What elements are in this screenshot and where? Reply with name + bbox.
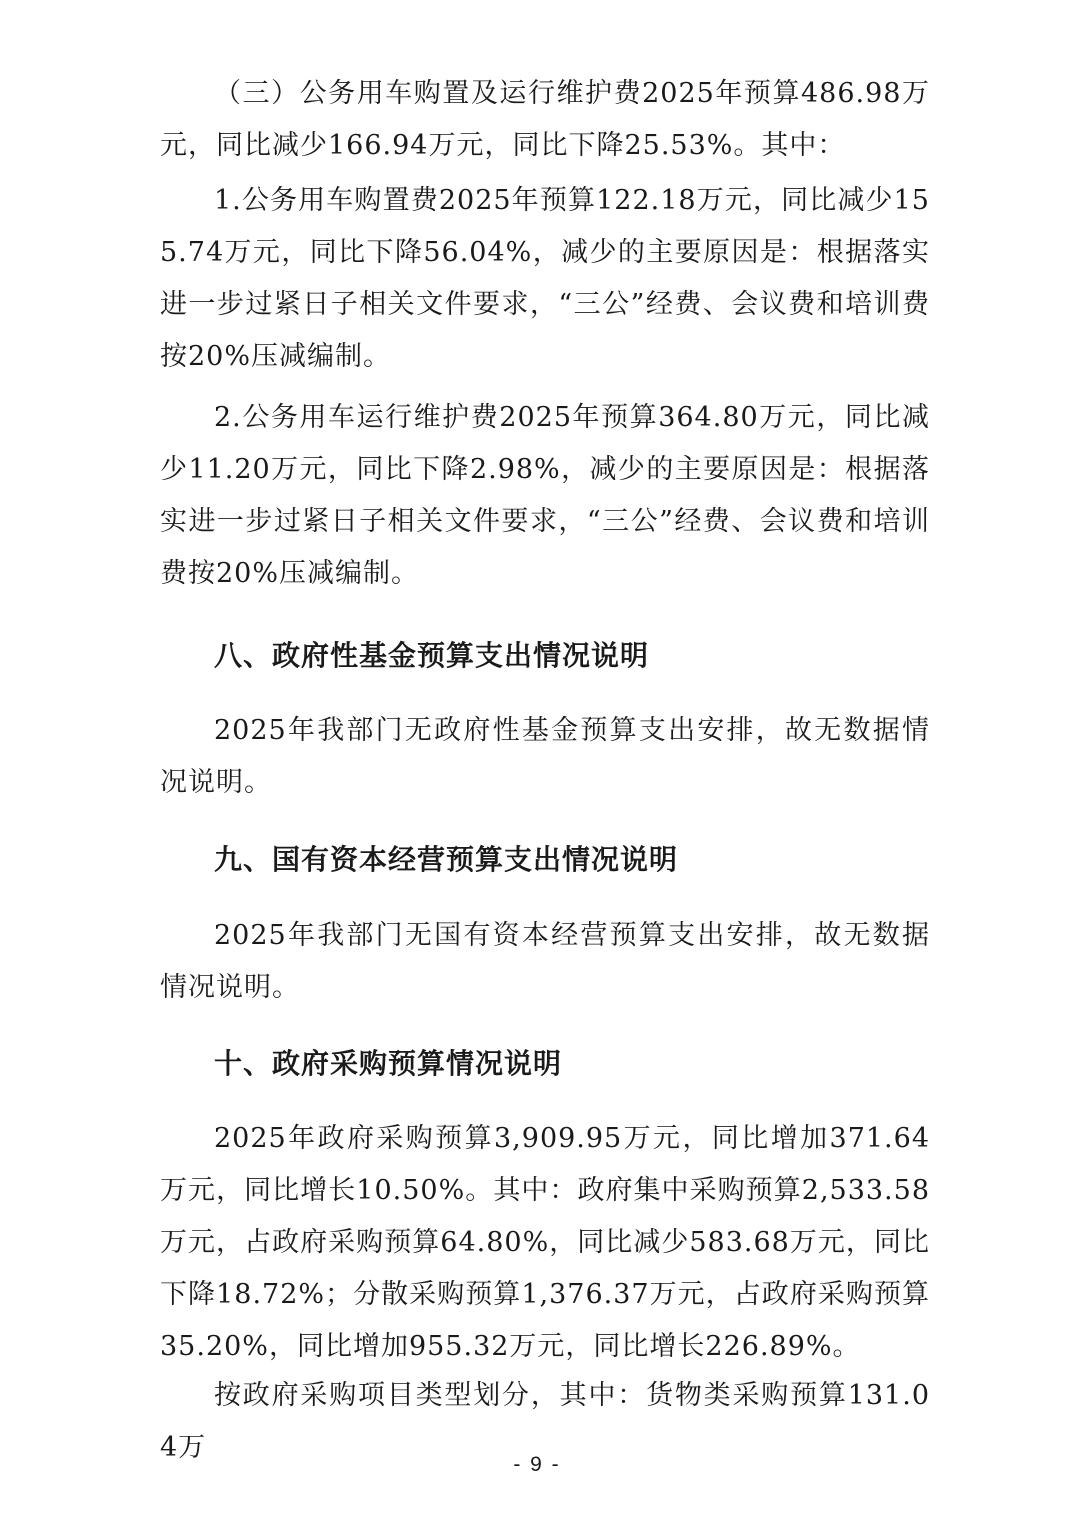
section-heading-procurement: 十、政府采购预算情况说明 <box>214 1047 563 1080</box>
section-heading-government-fund: 八、政府性基金预算支出情况说明 <box>214 639 650 672</box>
section-heading-state-capital: 九、国有资本经营预算支出情况说明 <box>214 843 679 876</box>
paragraph-vehicle-purchase: 1.公务用车购置费2025年预算122.18万元，同比减少155.74万元，同比下降56.04%，减少的主要原因是：根据落实进一步过紧日子相关文件要求，“三公”经费、会议费和培训费按20%压减编制。 <box>160 185 930 372</box>
paragraph-state-capital: 2025年我部门无国有资本经营预算支出安排，故无数据情况说明。 <box>160 920 930 1003</box>
paragraph-procurement-by-type: 按政府采购项目类型划分，其中：货物类采购预算131.04万 <box>160 1380 930 1463</box>
paragraph-procurement-summary: 2025年政府采购预算3,909.95万元，同比增加371.64万元，同比增长10.50%。其中：政府集中采购预算2,533.58万元，占政府采购预算64.80%，同比减少583.68万元，同比下降18.72%；分散采购预算1,376.37万元，占政府采购预算35.20%，同比增加955.32万元，同比增长226.89%。 <box>160 1123 930 1362</box>
page-number: - 9 - <box>513 1453 561 1476</box>
paragraph-government-fund: 2025年我部门无政府性基金预算支出安排，故无数据情况说明。 <box>160 715 930 798</box>
paragraph-vehicle-expenses: （三）公务用车购置及运行维护费2025年预算486.98万元，同比减少166.94万元，同比下降25.53%。其中： <box>160 78 930 161</box>
paragraph-vehicle-maintenance: 2.公务用车运行维护费2025年预算364.80万元，同比减少11.20万元，同比下降2.98%，减少的主要原因是：根据落实进一步过紧日子相关文件要求，“三公”经费、会议费和培训费按20%压减编制。 <box>160 402 930 589</box>
